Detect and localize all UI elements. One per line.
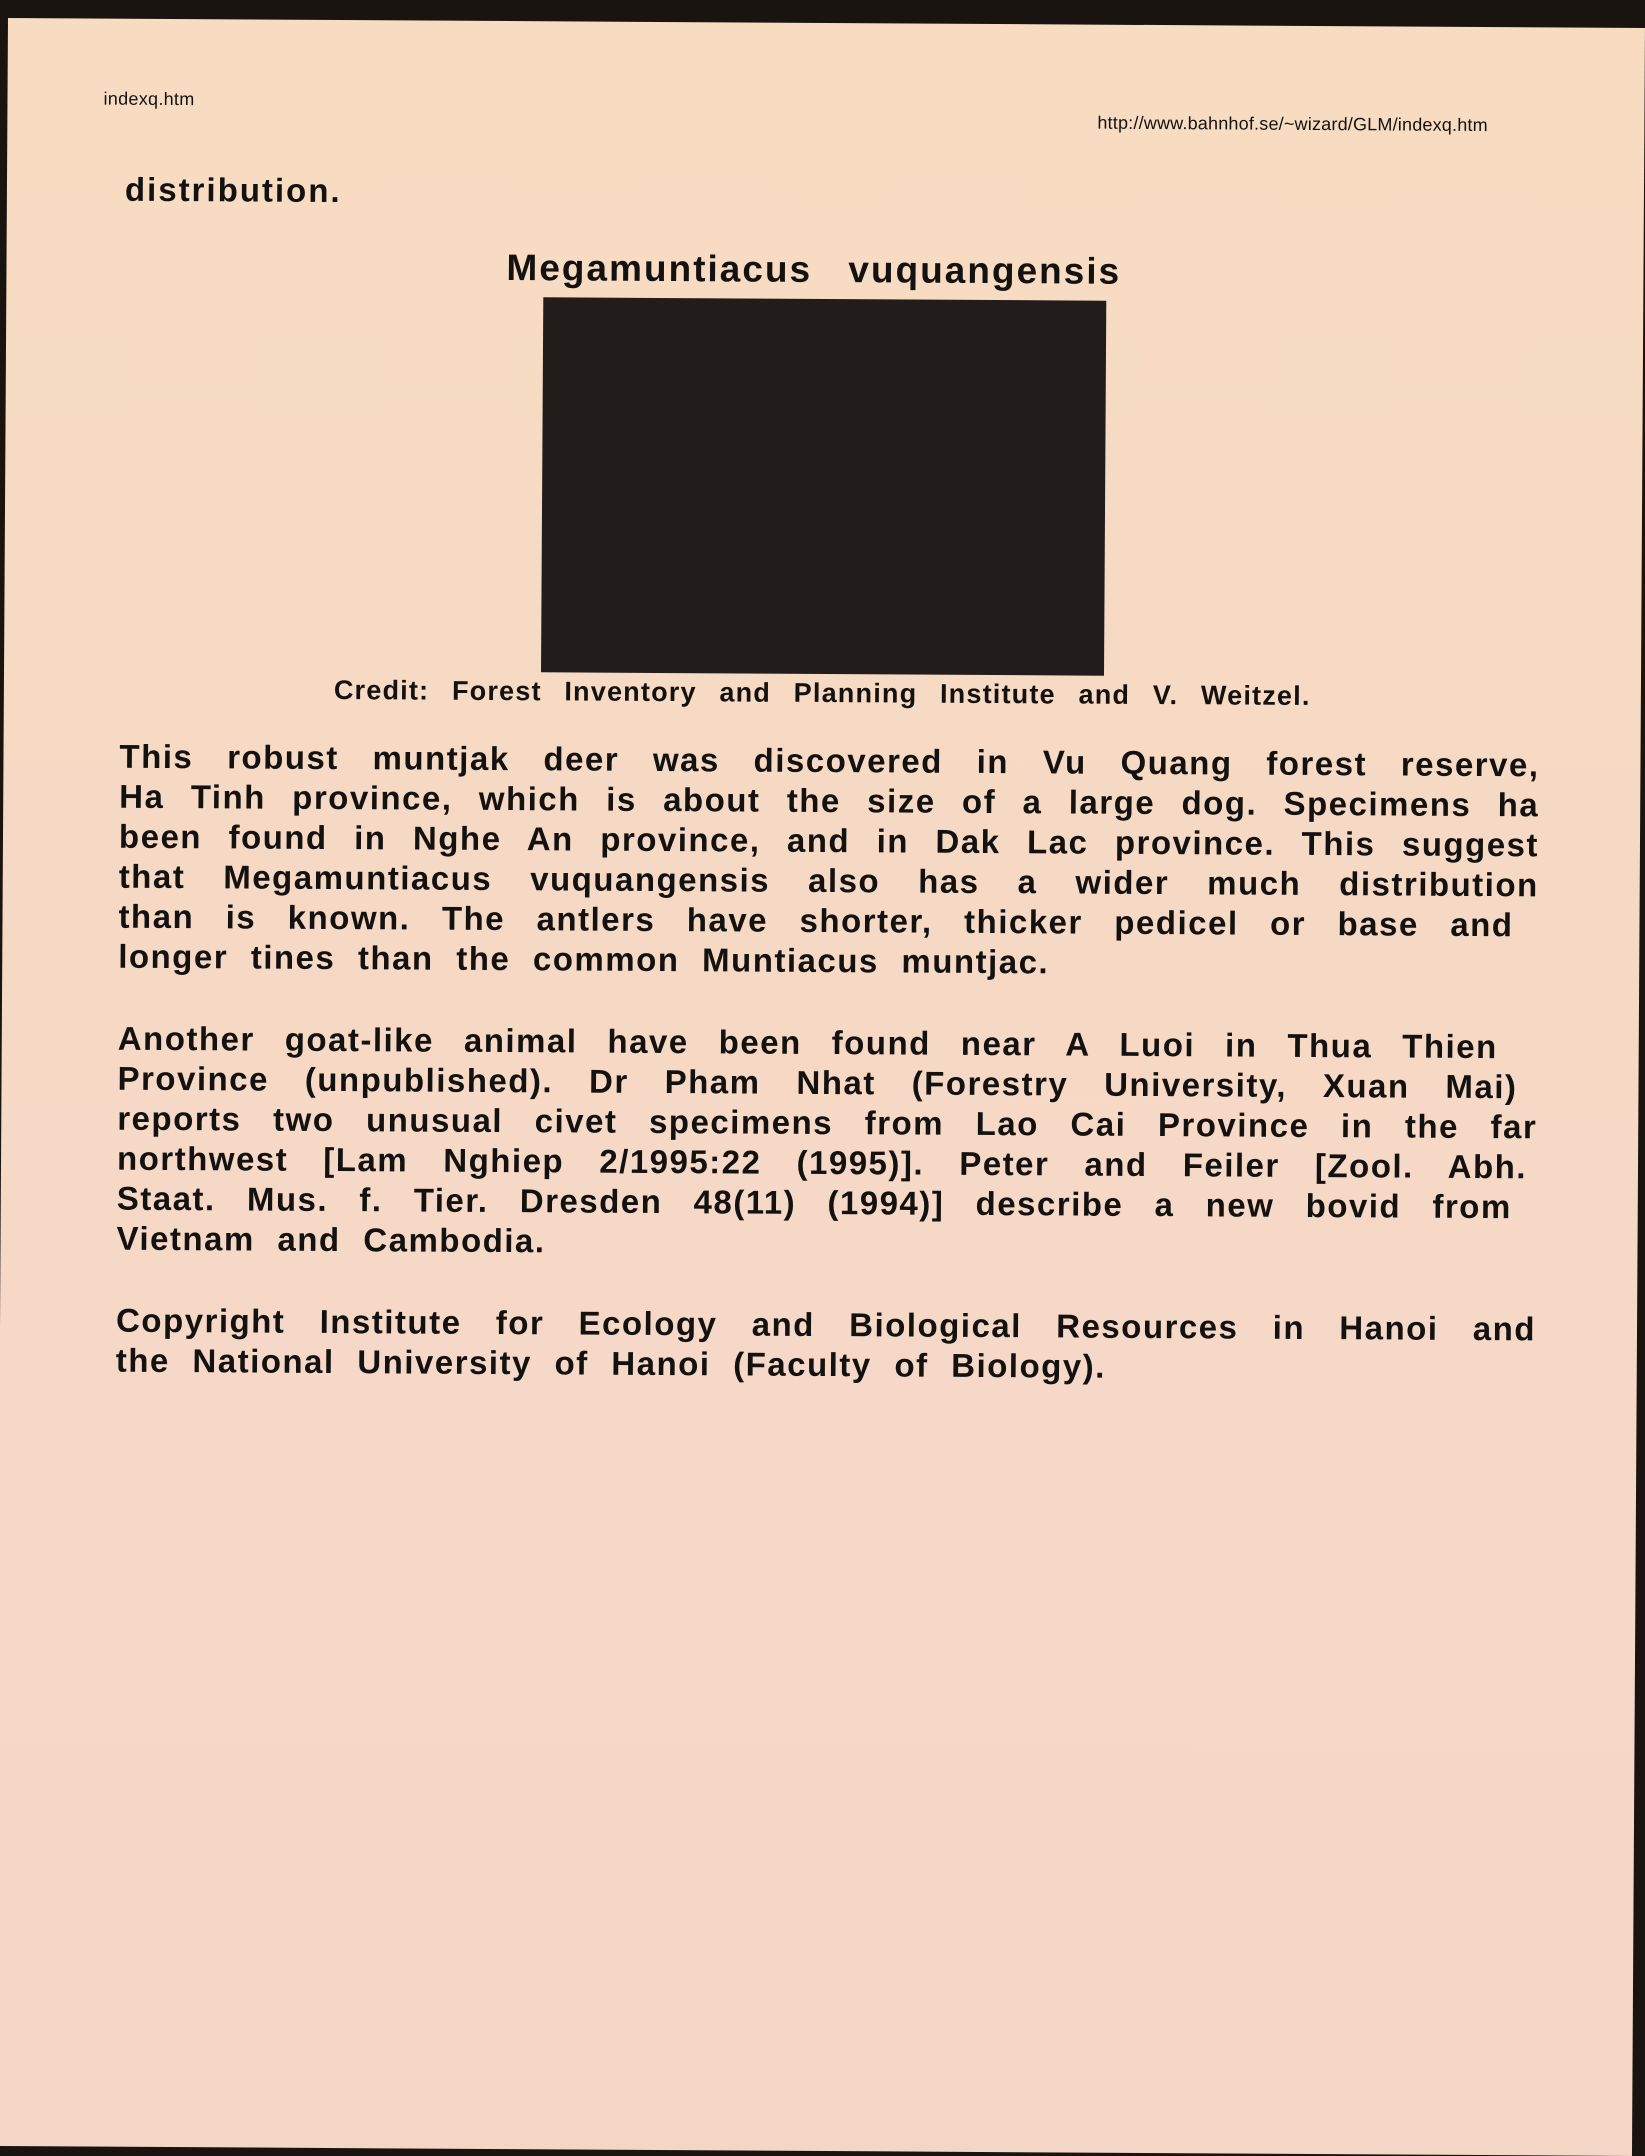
figure-credit: Credit: Forest Inventory and Planning Institute and V. Weitzel. <box>333 675 1311 711</box>
paragraph-muntjak <box>118 737 1549 986</box>
paragraph-line: than is known. The antlers have shorter, thicker pedicel or base and <box>118 897 1514 944</box>
paragraph-line: the National University of Hanoi (Faculty of Biology). <box>115 1341 1106 1385</box>
paragraph-line: longer tines than the common Muntiacus muntjac. <box>118 937 1050 981</box>
paragraph-line: Staat. Mus. f. Tier. Dresden 48(11) (1994)] describe a new bovid from <box>116 1179 1512 1226</box>
figure-title: Megamuntiacus vuquangensis <box>506 247 1122 292</box>
paragraph-line: Ha Tinh province, which is about the size of a large dog. Specimens ha <box>119 777 1540 824</box>
header-filename: indexq.htm <box>103 88 195 110</box>
paragraph-line: Vietnam and Cambodia. <box>116 1219 546 1260</box>
paragraph-line: Another goat-like animal have been found near A Luoi in Thua Thien <box>117 1019 1498 1066</box>
header-url: http://www.bahnhof.se/~wizard/GLM/indexq.htm <box>1097 112 1488 136</box>
paragraph-line: northwest [Lam Nghiep 2/1995:22 (1995)]. Peter and Feiler [Zool. Abh. <box>116 1139 1528 1186</box>
paragraph-line: reports two unusual civet specimens from Lao Cai Province in the far <box>117 1099 1538 1146</box>
lead-fragment: distribution. <box>124 170 342 210</box>
paragraph-line: Province (unpublished). Dr Pham Nhat (Forestry University, Xuan Mai) <box>117 1059 1518 1106</box>
deer-photo <box>541 297 1106 675</box>
paragraph-line: This robust muntjak deer was discovered in Vu Quang forest reserve, <box>119 737 1540 784</box>
paragraph-line: been found in Nghe An province, and in Dak Lac province. This suggest <box>118 817 1540 864</box>
paragraph-copyright <box>116 1301 1546 1390</box>
paragraph-line: that Megamuntiacus vuquangensis also has a wider much distribution <box>118 857 1539 904</box>
paragraph-line: Copyright Institute for Ecology and Biological Resources in Hanoi and <box>115 1301 1537 1348</box>
paragraph-other-findings <box>116 1019 1547 1268</box>
printed-page <box>0 18 1645 2156</box>
